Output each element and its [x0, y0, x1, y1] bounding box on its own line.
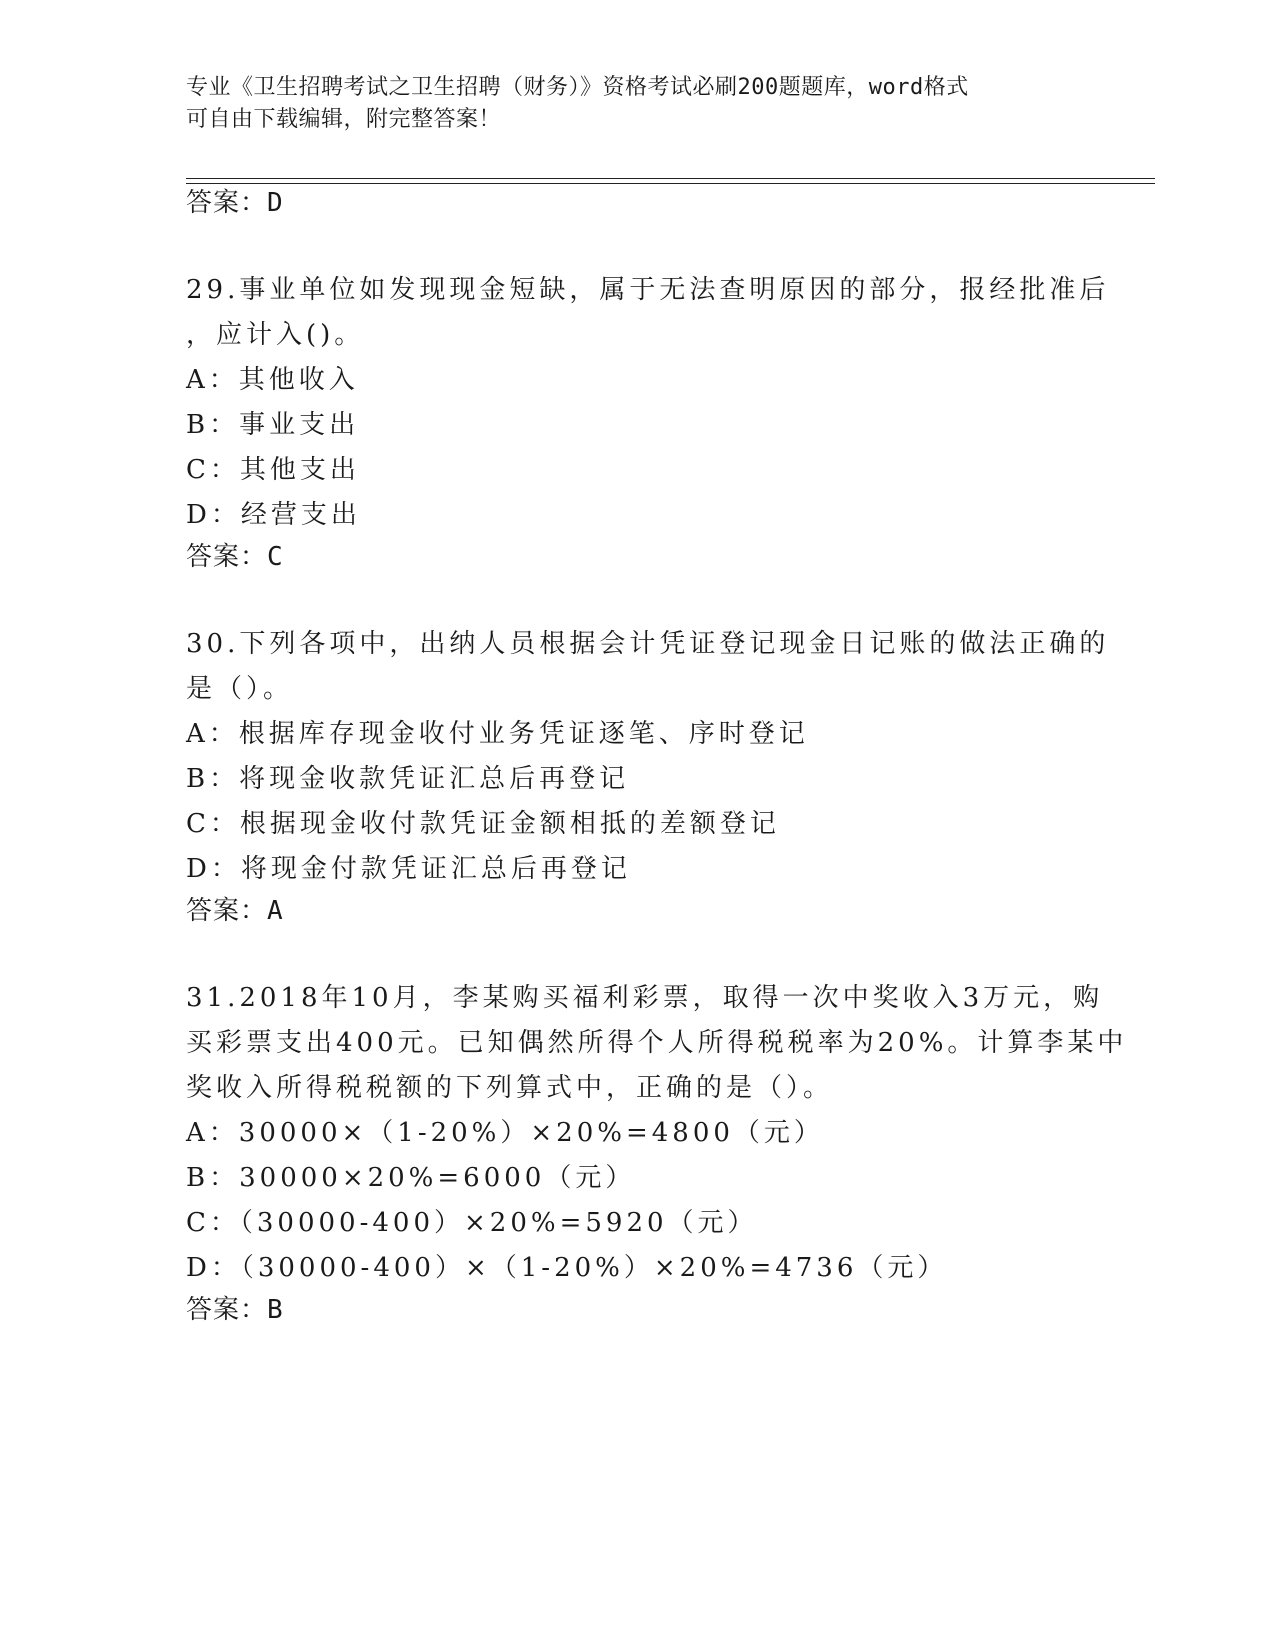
option-a: A：根据库存现金收付业务凭证逐笔、序时登记 — [186, 719, 809, 749]
question-text-line: 买彩票支出400元。已知偶然所得个人所得税税率为20%。计算李某中 — [186, 1028, 1128, 1058]
question-text-line: ，应计入()。 — [186, 320, 365, 350]
option-c: C：其他支出 — [186, 455, 360, 485]
question-text-line: 30.下列各项中，出纳人员根据会计凭证登记现金日记账的做法正确的 — [186, 629, 1110, 659]
option-d: D：（30000-400）×（1-20%）×20%=4736（元） — [186, 1253, 948, 1283]
answer-30: 答案：A — [186, 896, 284, 926]
option-b: B：事业支出 — [186, 410, 360, 440]
header-line-2: 可自由下载编辑，附完整答案！ — [186, 107, 502, 132]
question-text-line: 31.2018年10月，李某购买福利彩票，取得一次中奖收入3万元，购 — [186, 983, 1104, 1013]
document-header — [186, 72, 1066, 136]
question-29 — [186, 268, 1110, 538]
answer-31: 答案：B — [186, 1295, 284, 1325]
answer-previous: 答案：D — [186, 188, 284, 218]
question-30 — [186, 622, 1110, 892]
question-text-line: 是（）。 — [186, 674, 294, 704]
option-d: D：将现金付款凭证汇总后再登记 — [186, 854, 631, 884]
option-c: C：根据现金收付款凭证金额相抵的差额登记 — [186, 809, 780, 839]
header-divider-top — [186, 178, 1155, 179]
question-text-line: 29.事业单位如发现现金短缺，属于无法查明原因的部分，报经批准后 — [186, 275, 1110, 305]
question-text-line: 奖收入所得税税额的下列算式中，正确的是（）。 — [186, 1073, 834, 1103]
option-a: A：30000×（1-20%）×20%=4800（元） — [186, 1118, 824, 1148]
option-b: B：30000×20%=6000（元） — [186, 1163, 636, 1193]
answer-29: 答案：C — [186, 542, 284, 572]
question-31 — [186, 976, 1128, 1291]
header-divider-bottom — [186, 183, 1155, 184]
option-b: B：将现金收款凭证汇总后再登记 — [186, 764, 630, 794]
header-line-1: 专业《卫生招聘考试之卫生招聘（财务）》资格考试必刷200题题库，word格式 — [186, 75, 969, 100]
option-c: C：（30000-400）×20%=5920（元） — [186, 1208, 758, 1238]
option-a: A：其他收入 — [186, 365, 359, 395]
option-d: D：经营支出 — [186, 500, 361, 530]
